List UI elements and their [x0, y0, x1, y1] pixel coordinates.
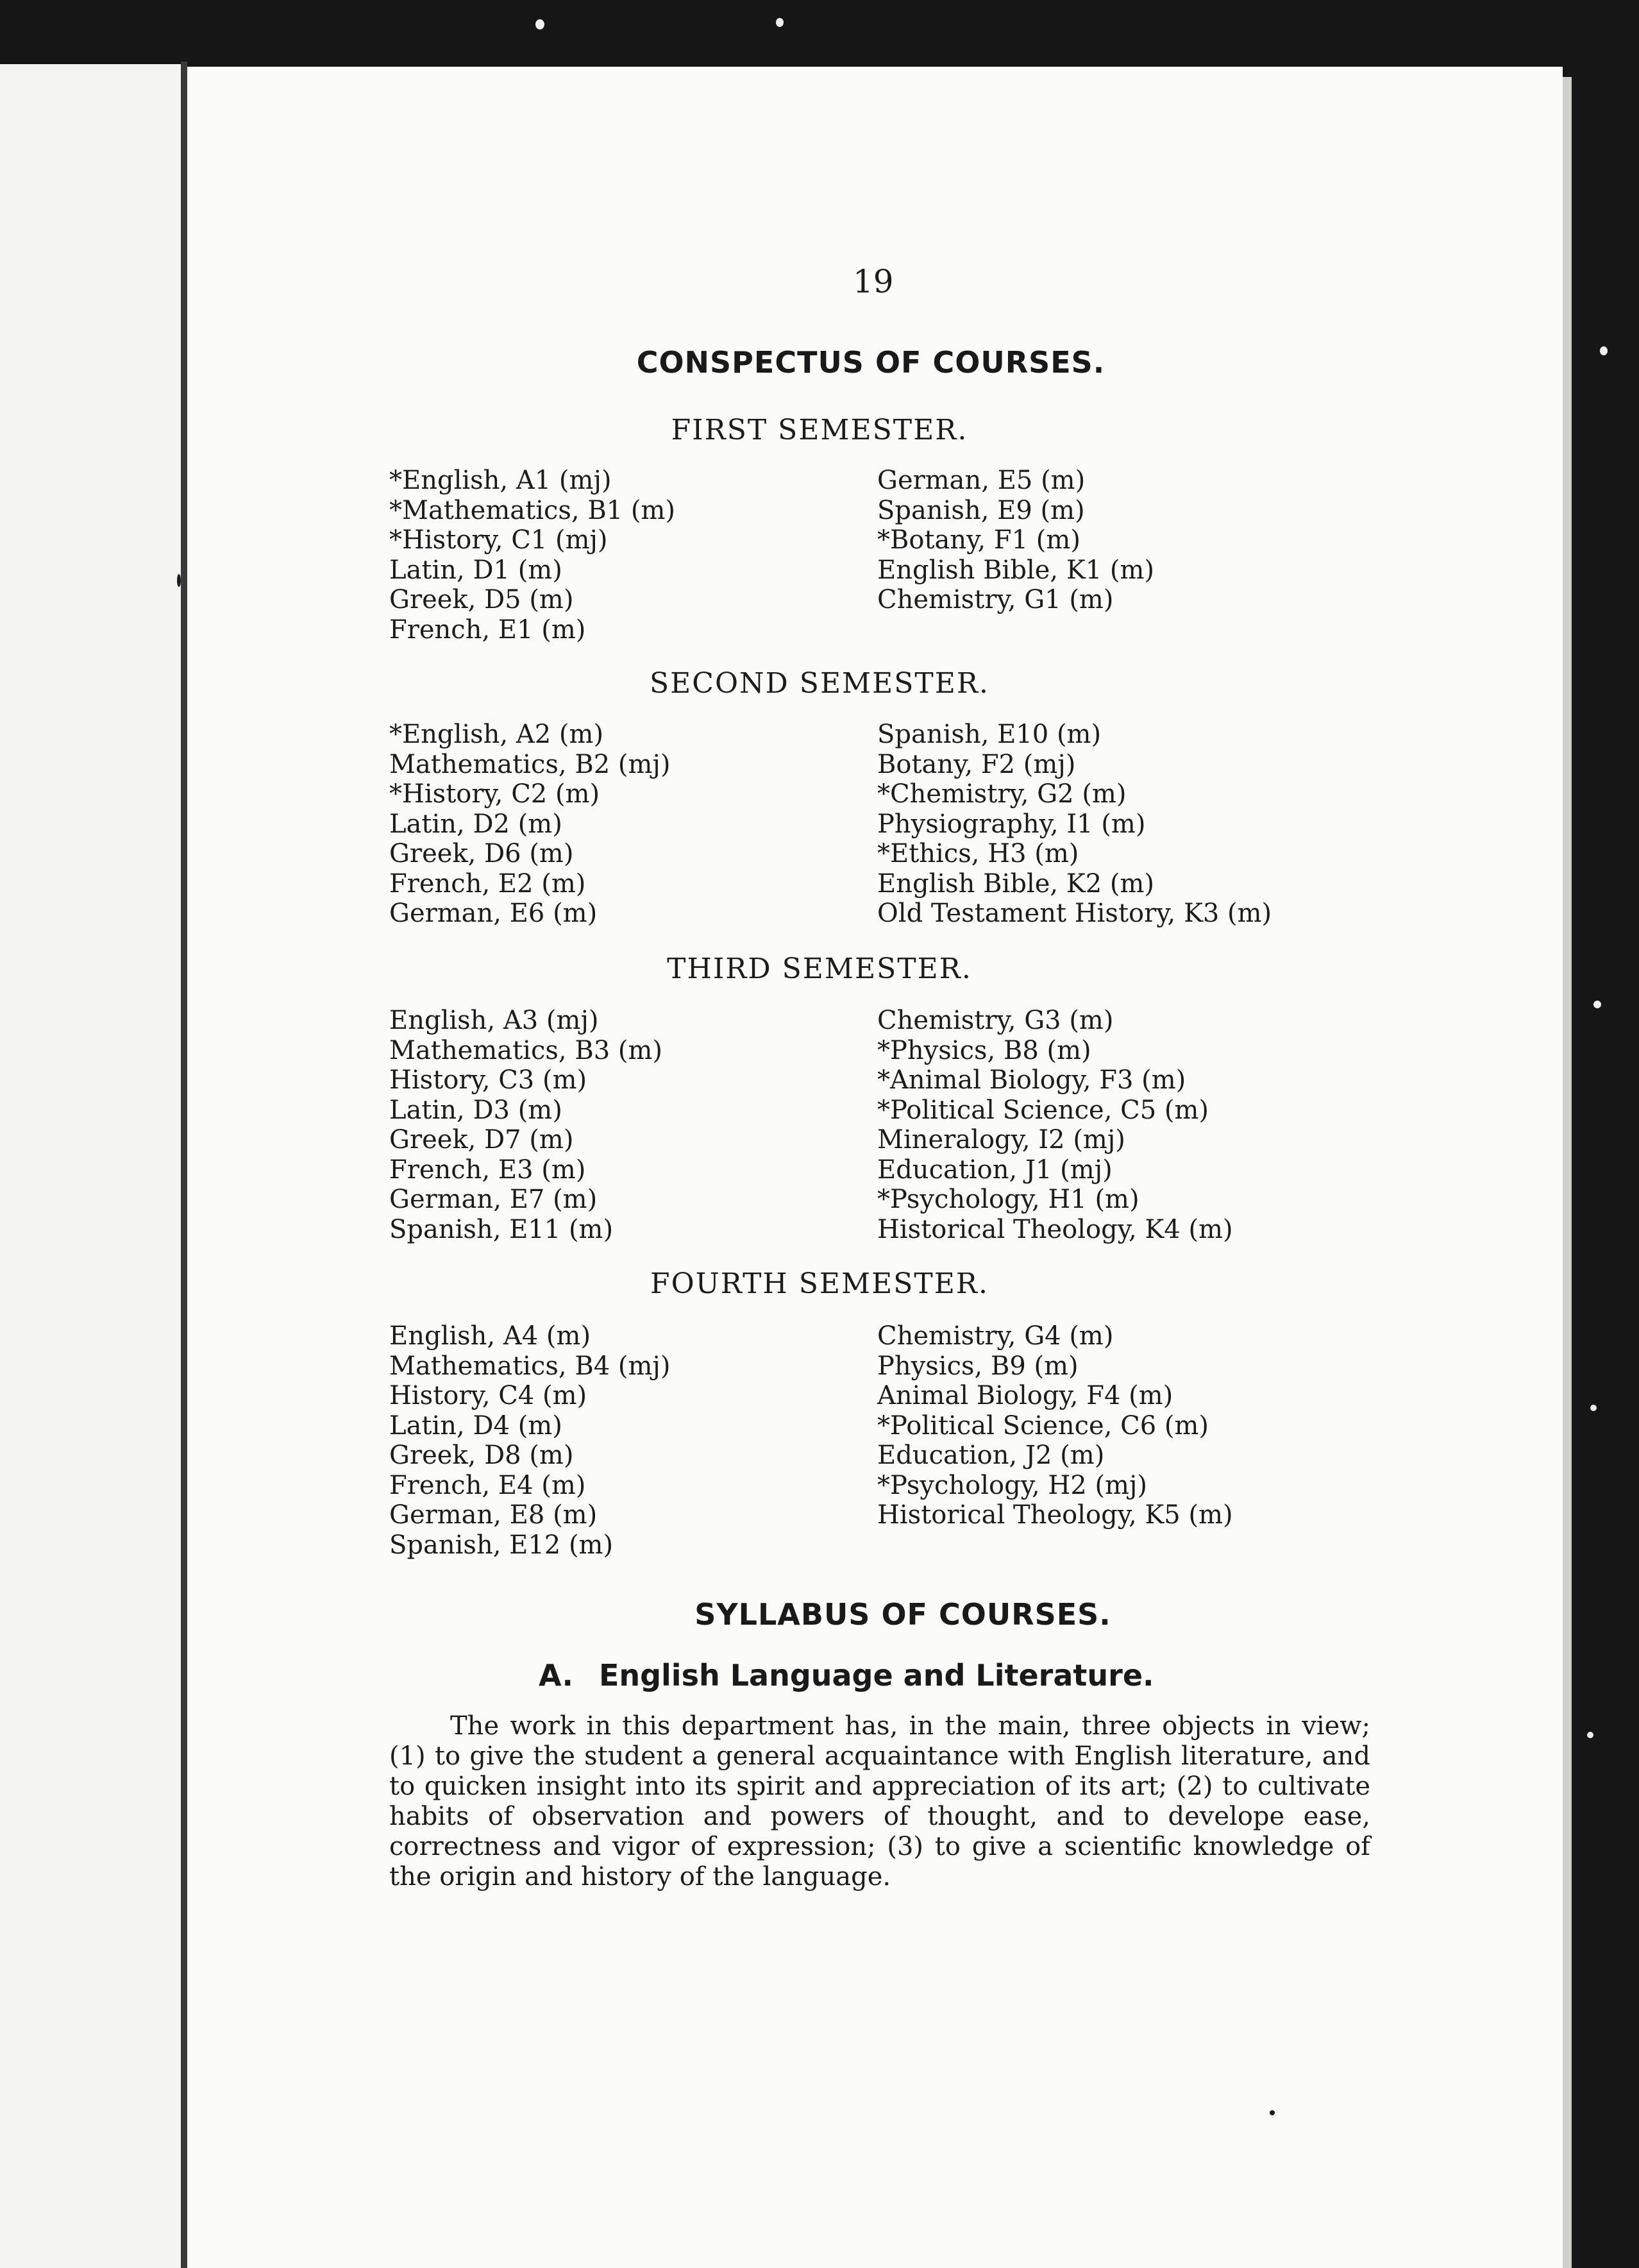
course-item: *Political Science, C6 (m): [877, 1410, 1209, 1441]
section-heading: [539, 1658, 1154, 1693]
section-letter: A.: [539, 1658, 573, 1693]
course-item: Latin, D4 (m): [389, 1410, 562, 1441]
course-item: Physics, B9 (m): [877, 1351, 1079, 1381]
scan-speck: [177, 574, 181, 587]
scan-speck: [1587, 1732, 1593, 1738]
semester-4-right-courses: [877, 1321, 1233, 1530]
course-item: Greek, D5 (m): [389, 585, 574, 614]
course-item: Mathematics, B2 (mj): [389, 749, 671, 779]
course-item: History, C4 (m): [389, 1381, 587, 1410]
scan-speck: [1270, 2110, 1275, 2115]
course-item: Botany, F2 (mj): [877, 749, 1076, 779]
course-item: *Physics, B8 (m): [877, 1035, 1091, 1065]
course-item: Latin, D2 (m): [389, 809, 562, 839]
course-item: *Chemistry, G2 (m): [877, 779, 1127, 809]
course-item: Greek, D6 (m): [389, 839, 574, 868]
course-item: *English, A1 (mj): [389, 466, 612, 495]
course-item: German, E7 (m): [389, 1185, 598, 1214]
course-item: Mathematics, B4 (mj): [389, 1351, 671, 1381]
semester-2-left-courses: [389, 720, 670, 929]
course-item: Spanish, E11 (m): [389, 1214, 614, 1244]
scan-speck: [776, 18, 784, 27]
course-item: French, E2 (m): [389, 868, 586, 899]
semester-3-right-courses: [877, 1006, 1233, 1244]
semester-heading: FIRST SEMESTER.: [671, 414, 968, 446]
course-item: French, E4 (m): [389, 1470, 586, 1500]
course-item: *History, C1 (mj): [389, 525, 608, 555]
course-item: Mathematics, B3 (m): [389, 1035, 663, 1065]
page-number: 19: [853, 263, 894, 300]
course-item: Chemistry, G4 (m): [877, 1321, 1114, 1351]
semester-3-left-courses: [389, 1006, 662, 1244]
course-item: Education, J2 (m): [877, 1441, 1105, 1470]
course-item: *Mathematics, B1 (m): [389, 495, 676, 525]
course-item: History, C3 (m): [389, 1065, 587, 1095]
course-item: Old Testament History, K3 (m): [877, 899, 1272, 928]
section-title: English Language and Literature.: [598, 1658, 1154, 1693]
course-item: *Psychology, H2 (mj): [877, 1470, 1147, 1500]
course-item: Physiography, I1 (m): [877, 809, 1146, 839]
semester-heading: FOURTH SEMESTER.: [650, 1267, 989, 1300]
course-item: *Political Science, C5 (m): [877, 1095, 1209, 1125]
course-item: *Ethics, H3 (m): [877, 839, 1079, 868]
course-item: German, E5 (m): [877, 466, 1086, 495]
scan-speck: [535, 19, 544, 30]
course-item: Animal Biology, F4 (m): [877, 1381, 1173, 1410]
course-item: Latin, D3 (m): [389, 1095, 562, 1125]
course-item: Latin, D1 (m): [389, 555, 562, 585]
semester-heading: THIRD SEMESTER.: [667, 952, 972, 985]
course-item: Greek, D8 (m): [389, 1441, 574, 1470]
left-page-edge: [0, 64, 181, 2268]
course-item: *Psychology, H1 (m): [877, 1185, 1139, 1214]
course-item: *Botany, F1 (m): [877, 525, 1080, 555]
course-item: English, A3 (mj): [389, 1006, 599, 1035]
course-item: English, A4 (m): [389, 1321, 591, 1351]
page-right-edge: [1563, 77, 1572, 2268]
course-item: German, E6 (m): [389, 899, 598, 928]
semester-1-left-courses: [389, 466, 675, 645]
page-gutter-shadow: [181, 62, 187, 2268]
semester-1-right-courses: [877, 466, 1154, 615]
course-item: Mineralogy, I2 (mj): [877, 1125, 1125, 1155]
course-item: Historical Theology, K4 (m): [877, 1214, 1233, 1244]
course-item: English Bible, K1 (m): [877, 555, 1155, 585]
syllabus-heading: SYLLABUS OF COURSES.: [694, 1597, 1111, 1632]
course-item: Spanish, E12 (m): [389, 1530, 614, 1560]
course-item: Spanish, E10 (m): [877, 720, 1102, 749]
conspectus-heading: CONSPECTUS OF COURSES.: [636, 345, 1105, 380]
course-item: Spanish, E9 (m): [877, 495, 1085, 525]
scan-speck: [1590, 1405, 1597, 1411]
course-item: *Animal Biology, F3 (m): [877, 1065, 1186, 1095]
course-item: French, E3 (m): [389, 1155, 586, 1185]
semester-heading: SECOND SEMESTER.: [650, 667, 989, 700]
course-item: Chemistry, G1 (m): [877, 585, 1114, 614]
course-item: German, E8 (m): [389, 1500, 598, 1530]
course-item: English Bible, K2 (m): [877, 868, 1155, 899]
section-paragraph: The work in this department has, in the main, three objects in view; (1) to give the student a general acquaintance with English literature, and to quicken insight into its spirit and appreciation of its art; (2) to cultivate habits of observation and powers of thought, and to develope ease, correctness and vigor of expression; (3) to give a scientific knowledge of the origin and history of the language.: [389, 1711, 1370, 1891]
course-item: Historical Theology, K5 (m): [877, 1500, 1233, 1530]
course-item: French, E1 (m): [389, 614, 586, 645]
semester-2-right-courses: [877, 720, 1272, 929]
course-item: Greek, D7 (m): [389, 1125, 574, 1155]
course-item: Education, J1 (mj): [877, 1155, 1113, 1185]
course-item: *History, C2 (m): [389, 779, 600, 809]
course-item: *English, A2 (m): [389, 720, 604, 749]
course-item: Chemistry, G3 (m): [877, 1006, 1114, 1035]
scan-speck: [1593, 1001, 1601, 1008]
semester-4-left-courses: [389, 1321, 670, 1560]
